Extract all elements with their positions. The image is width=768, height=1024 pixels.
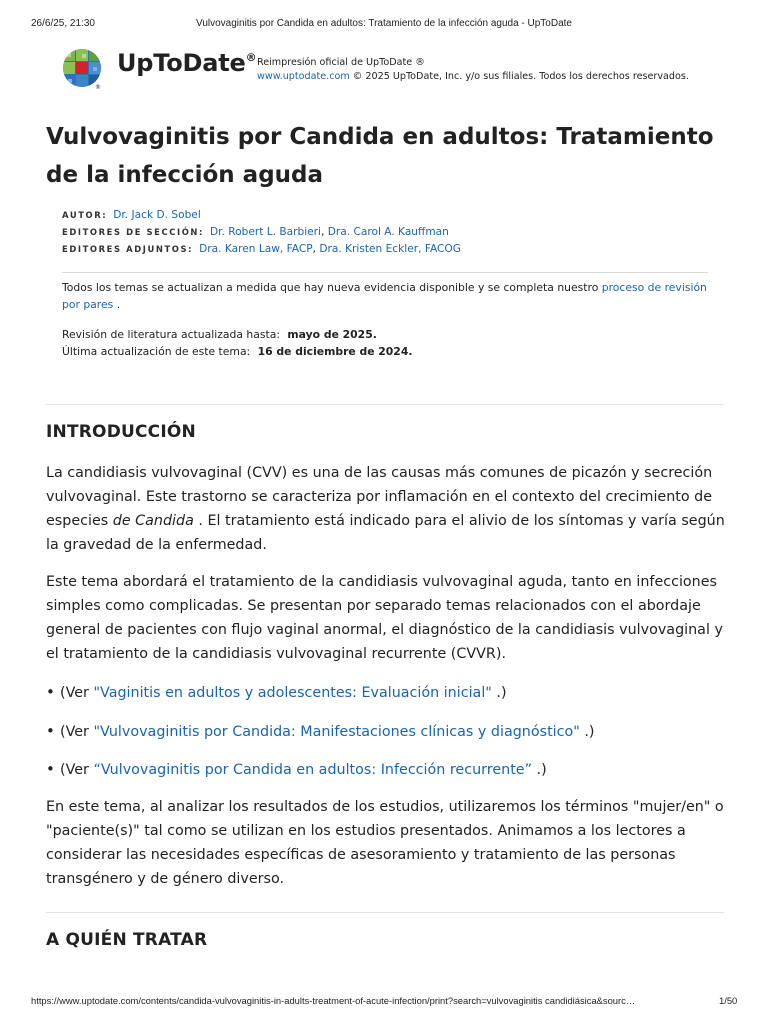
last-update-date: Última actualización de este tema: 16 de diciembre de 2024. [62,345,413,358]
author-label: AUTOR: [62,210,108,220]
uptodate-logo-icon [62,48,102,90]
related-topics-list [46,680,726,796]
related-topic-link[interactable]: "Vulvovaginitis por Candida: Manifestaciones clínicas y diagnóstico" [93,723,580,740]
page-title: Vulvovaginitis por Candida en adultos: Tratamiento de la infección aguda [46,124,714,188]
bullet-icon: • [46,721,55,740]
svg-text:®: ® [95,84,101,90]
list-item: • (Ver “Vulvovaginitis por Candida en adultos: Infección recurrente” .) [46,757,726,796]
intro-paragraph: La candidiasis vulvovaginal (CVV) es una de las causas más comunes de picazón y secreción vulvovaginal. Este trastorno se caracteriza por inflamación en el contexto del crecimiento de especies de Candida . El tratamiento está indicado para el alivio de los síntomas y varía según la gravedad de la enfermedad. [46,465,725,553]
deputy-editors-label: EDITORES ADJUNTOS: [62,244,194,254]
section-editors-line: EDITORES DE SECCIÓN: Dr. Robert L. Barbieri, Dra. Carol A. Kauffman [62,226,449,238]
author-link[interactable]: Dr. Jack D. Sobel [113,209,201,221]
divider [46,404,724,405]
copyright-text: © 2025 UpToDate, Inc. y/o sus filiales. Todos los derechos reservados. [349,71,689,82]
list-item: • (Ver "Vulvovaginitis por Candida: Manifestaciones clínicas y diagnóstico" .) [46,719,726,758]
section-editors-label: EDITORES DE SECCIÓN: [62,227,204,237]
brand-name: UpToDate® [117,49,257,77]
print-header [0,0,768,34]
deputy-editor-link[interactable]: Dra. Karen Law, FACP [199,243,313,255]
print-url: https://www.uptodate.com/contents/candida-vulvovaginitis-in-adults-treatment-of-acute-infection/print?search=vulvovaginitis candidiásica&sourc… [31,995,636,1006]
divider [46,912,724,913]
bullet-icon: • [46,683,55,701]
uptodate-site-link[interactable]: www.uptodate.com [257,71,350,82]
print-page-title: Vulvovaginitis por Candida en adultos: Tratamiento de la infección aguda - UpToDate [196,18,572,29]
reprint-notice [257,56,689,84]
update-note: Todos los temas se actualizan a medida que hay nueva evidencia disponible y se completa nuestro proceso de revisión por pares . [62,281,707,311]
print-footer [0,991,768,1011]
deputy-editors-line: EDITORES ADJUNTOS: Dra. Karen Law, FACP, Dra. Kristen Eckler, FACOG [62,243,461,255]
related-topic-link[interactable]: “Vulvovaginitis por Candida en adultos: Infección recurrente” [93,762,533,778]
related-topic-link[interactable]: "Vaginitis en adultos y adolescentes: Evaluación inicial" [93,685,492,701]
literature-review-date: Revisión de literatura actualizada hasta: mayo de 2025. [62,328,377,341]
scope-paragraph: Este tema abordará el tratamiento de la candidiasis vulvovaginal aguda, tanto en infecciones simples como complicadas. Se presentan por separado temas relacionados con el abordaje general de pacientes con flujo vaginal anormal, el diagnóstico de la candidiasis vulvovaginal y el tratamiento de la candidiasis vulvovaginal recurrente (CVVR). [46,574,723,662]
revision-info [62,326,412,360]
who-to-treat-heading: A QUIÉN TRATAR [46,930,208,950]
intro-heading: INTRODUCCIÓN [46,422,196,442]
reprint-line: Reimpresión oficial de UpToDate ® [257,57,425,68]
credits [62,207,461,258]
author-line [62,207,461,224]
bullet-icon: • [46,760,55,778]
page-number: 1/50 [719,995,738,1006]
list-item: • (Ver "Vaginitis en adultos y adolescentes: Evaluación inicial" .) [46,680,726,719]
section-editor-link[interactable]: Dra. Carol A. Kauffman [327,226,449,238]
print-datetime: 26/6/25, 21:30 [31,18,95,29]
peer-review-link[interactable]: proceso de revisión por pares [62,281,707,311]
divider [62,272,708,273]
terminology-paragraph: En este tema, al analizar los resultados de los estudios, utilizaremos los términos "mujer/en" o "paciente(s)" tal como se utilizan en los estudios presentados. Animamos a los lectores a considerar las necesidades específicas de asesoramiento y tratamiento de las personas transgénero y de género diverso. [46,799,724,887]
deputy-editor-link[interactable]: Dra. Kristen Eckler, FACOG [319,243,461,255]
section-editor-link[interactable]: Dr. Robert L. Barbieri [209,226,321,238]
